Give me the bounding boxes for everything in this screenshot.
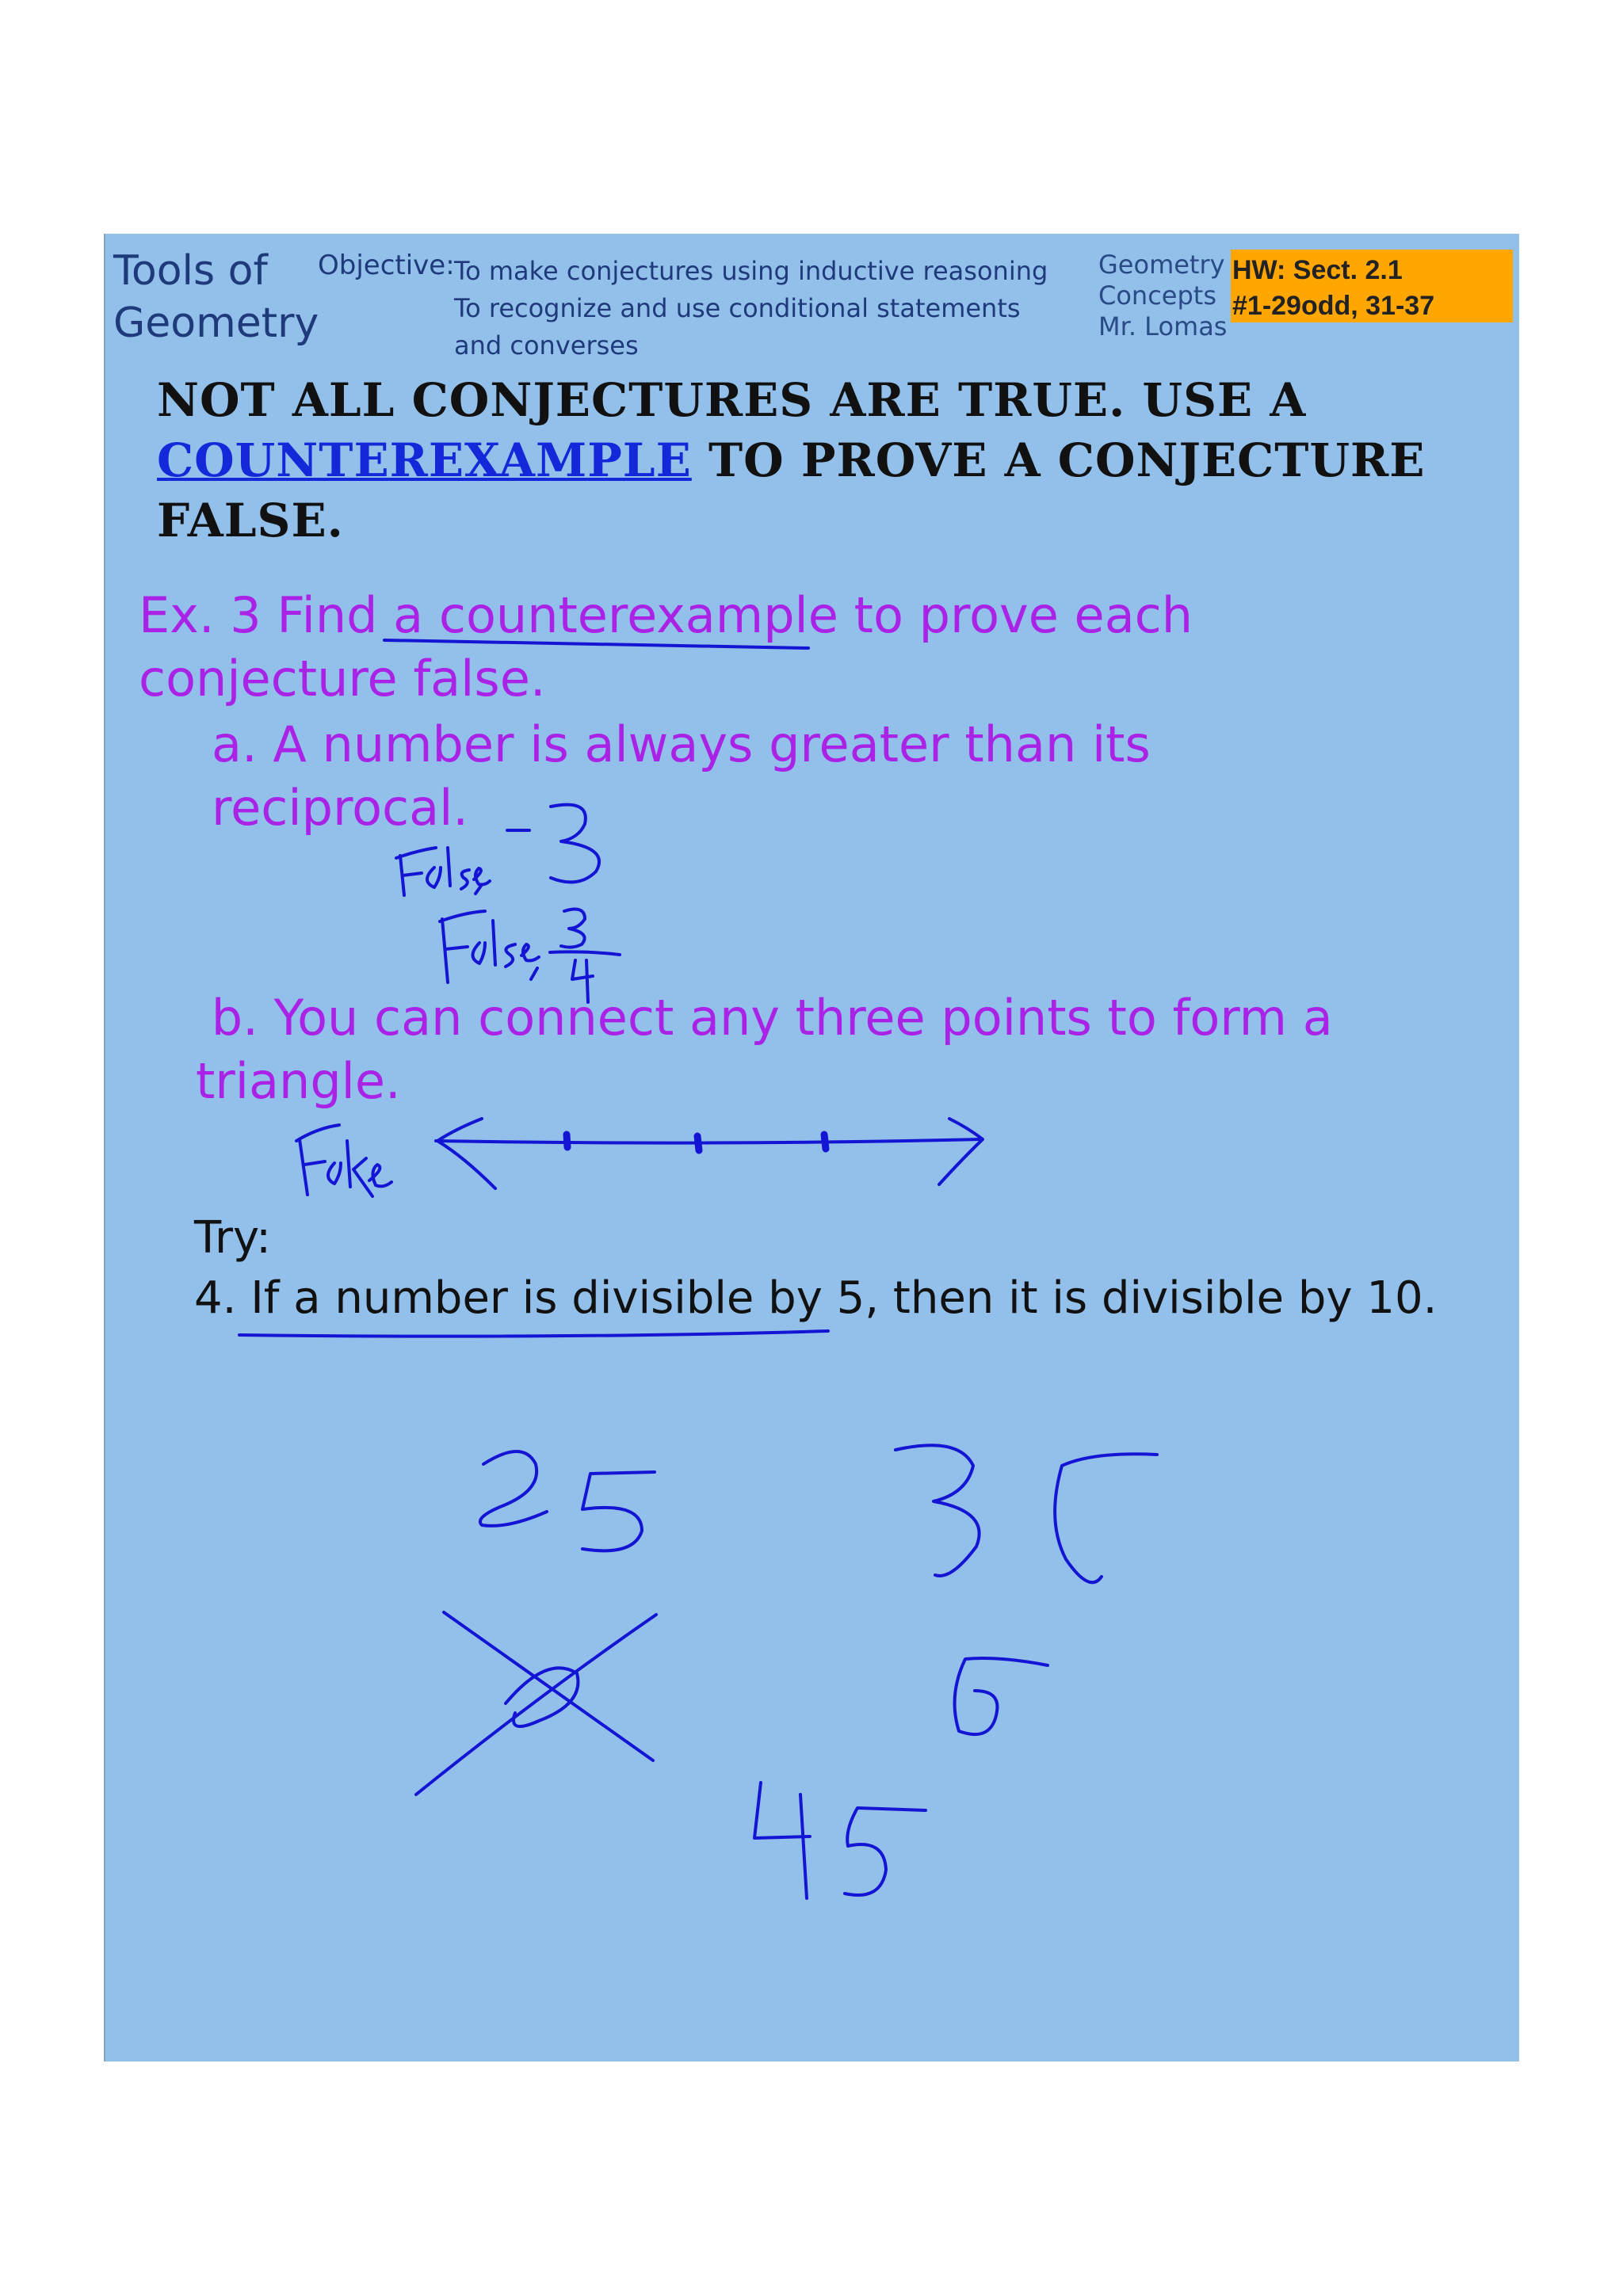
answer-a2-ink bbox=[440, 910, 620, 1002]
number-45-ink bbox=[754, 1783, 926, 1898]
topic-line-1: Tools of bbox=[113, 247, 268, 295]
course-line-1: Geometry bbox=[1098, 250, 1225, 280]
part-a-line-2: reciprocal. bbox=[212, 779, 469, 837]
headline-part-2: TO PROVE A CONJECTURE FALSE. bbox=[157, 433, 1426, 547]
course-line-3: Mr. Lomas bbox=[1098, 311, 1228, 341]
topic-line-2: Geometry bbox=[113, 299, 319, 347]
objective-line-1: To make conjectures using inductive reasoning bbox=[454, 256, 1048, 286]
homework-line-2: #1-29odd, 31-37 bbox=[1232, 291, 1435, 321]
try-label: Try: bbox=[194, 1212, 271, 1264]
part-a-line-1: a. A number is always greater than its bbox=[212, 715, 1151, 773]
example-line-2: conjecture false. bbox=[139, 650, 546, 707]
course-line-2: Concepts bbox=[1098, 280, 1217, 311]
answer-b-ink bbox=[296, 1125, 391, 1196]
example-line-1: Ex. 3 Find a counterexample to prove each bbox=[139, 586, 1193, 644]
objective-line-2: To recognize and use conditional statements bbox=[454, 293, 1021, 323]
headline-part-1: NOT ALL CONJECTURES ARE TRUE. USE A bbox=[157, 373, 1307, 427]
number-35-ink bbox=[896, 1445, 1157, 1582]
part-b-line-1: b. You can connect any three points to form a bbox=[196, 989, 1333, 1047]
number-5-ink bbox=[955, 1658, 1048, 1734]
objective-label: Objective: bbox=[318, 250, 455, 281]
line-with-three-points bbox=[436, 1119, 983, 1188]
crossed-out-2-ink bbox=[416, 1612, 656, 1794]
headline-keyword: COUNTEREXAMPLE bbox=[157, 433, 692, 487]
number-25-ink bbox=[480, 1451, 655, 1550]
objective-line-3: and converses bbox=[454, 330, 639, 360]
part-b-line-2: triangle. bbox=[196, 1052, 401, 1110]
underline-hypothesis bbox=[239, 1331, 828, 1337]
try-problem: 4. If a number is divisible by 5, then it is divisible by 10. bbox=[194, 1272, 1438, 1324]
answer-a1-ink bbox=[396, 805, 599, 895]
underline-counterexample bbox=[384, 640, 808, 648]
homework-line-1: HW: Sect. 2.1 bbox=[1232, 255, 1403, 285]
